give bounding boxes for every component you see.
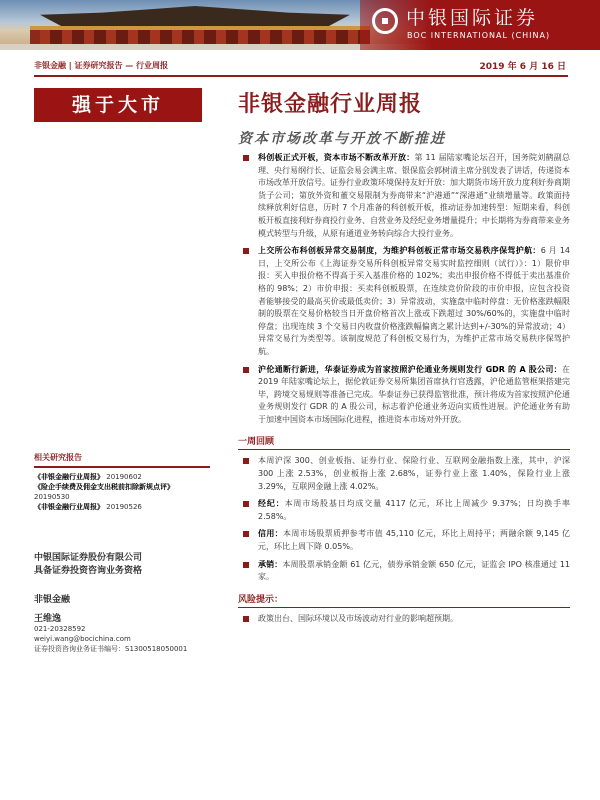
weekly-lead: 经纪： (258, 499, 285, 509)
bullet-icon (243, 458, 249, 464)
bullet-icon (243, 367, 249, 373)
risk-text: 政策出台、国际环境以及市场波动对行业的影响超预期。 (258, 613, 458, 623)
logo-english-name: BOC INTERNATIONAL (CHINA) (407, 31, 551, 40)
summary-paragraph (238, 364, 570, 427)
weekly-item (238, 455, 570, 493)
related-report[interactable] (34, 502, 210, 512)
weekly-lead: 承销： (258, 559, 283, 569)
paragraph-lead: 沪伦通断行新进，华泰证券成为首家按照沪伦通业务规则发行 GDR 的 A 股公司： (258, 364, 562, 374)
breadcrumb: 非银金融 | 证券研究报告 — 行业周报 (34, 61, 169, 70)
team-name: 非银金融 (34, 595, 71, 605)
bullet-icon (243, 616, 249, 622)
paragraph-text: 第 11 届陆家嘴论坛召开，国务院刘鹤副总理、央行易纲行长、证监会易会满主席、银保监会郭树清主席分别发表了讲话，传递资本市场改革开放信号。证券行业政策环境保持友好开放：加大期货市场开放力度利好券商期货子公司；第放外资和董交易限制为券商带来“沪港通”“深港通”业绩增量等。政策面持续释放利好信息，历时 7 个月准备的科创板开板，推动证券加速转型：短期来看，科创板开板直接利好券商投行业务、自营业务及经纪业务增量提升；中长期将为券商带来业务模式转型与升级，从原有通道业务转向综合大投行业务。 (258, 153, 570, 238)
bullet-icon (243, 501, 249, 507)
logo-name: 中银国际证券 (406, 7, 539, 29)
weekly-text: 本周沪深 300、创业板指、证券行业、保险行业、互联网金融指数上涨，其中，沪深 300 上涨 2.53%，创业板指上涨 2.68%，证券行业上涨 1.40%，保险行业上涨 3.29%，互联网金融上涨 4.02%。 (258, 456, 570, 491)
related-heading: 相关研究报告 (34, 452, 210, 468)
summary-paragraph (238, 245, 570, 358)
rating-badge: 强于大市 (34, 88, 202, 122)
firm-qualification: 具备证券投资咨询业务资格 (34, 566, 143, 576)
firm-info (34, 552, 210, 654)
related-report[interactable] (34, 482, 210, 502)
bullet-icon (243, 562, 249, 568)
related-report-date: 20190530 (34, 493, 70, 501)
related-report-date: 20190602 (106, 473, 142, 481)
weekly-item (238, 498, 570, 523)
main-content (238, 152, 570, 630)
weekly-text: 本周市场股基日均成交量 4117 亿元，环比上周减少 9.37%；日均换手率 2.58%。 (258, 499, 570, 521)
related-report[interactable] (34, 472, 210, 482)
weekly-review-heading: 一周回顾 (238, 432, 570, 450)
bullet-icon (243, 248, 249, 254)
paragraph-lead: 科创板正式开板，资本市场不断改革开放： (258, 153, 415, 162)
bullet-icon (243, 531, 249, 537)
analyst-email[interactable]: weiyi.wang@bocichina.com (34, 635, 131, 643)
risk-heading: 风险提示： (238, 590, 570, 608)
related-report-title: 《非银金融行业周报》 (34, 473, 104, 481)
analyst-phone: 021-20328592 (34, 625, 86, 633)
paragraph-text: 在 2019 年陆家嘴论坛上，据伦敦证券交易所集团首席执行官透露，沪伦通监管框架搭建完毕，跨境交易规则等准备已完成。华泰证券已获得监管批准，预计将成为首家按照沪伦通业务规则发行 GDR 的 A 股公司，标志着沪伦通业务迈向实质性进展。沪伦通业务有助于加速中国资本市场国际化进程，推进资本市场对外开放。 (258, 364, 570, 424)
paragraph-text: 6 月 14 日，上交所公布《上海证券交易所科创板异常交易实时监控细则（试行）》：1）限价申报：买入申报价格不得高于买入基准价格的 102%；卖出申报价格不得低于卖出基准价格的 98%；2）市价申报：买卖科创板股票，在连续竞价阶段的市价申报，应包含投资者能够接受的最高买价或最低卖价；3）异常波动，实施盘中临时停盘：无价格涨跌幅限制的股票在交易价格较当日开盘价格首次上涨或下跌超过 30%/60%的，实施盘中临时停盘；出现连续 3 个交易日内收盘价格涨跌幅偏离之累计达到+/-30%的异常波动；4）异常交易行为类型等。该制度规范了科创板交易行为，为维护正常市场交易秩序保驾护航。 (258, 246, 571, 356)
related-report-title: 《险企手续费及佣金支出税前扣除新规点评》 (34, 483, 174, 491)
header-divider (34, 75, 568, 77)
analyst-name: 王维逸 (34, 614, 62, 624)
bullet-icon (243, 155, 249, 161)
analyst-license: 证券投资咨询业务证书编号：S1300518050001 (34, 645, 188, 653)
report-subtitle: 资本市场改革与开放不断推进 (238, 131, 446, 147)
weekly-item (238, 559, 570, 584)
related-research (34, 452, 210, 512)
weekly-item (238, 528, 570, 553)
report-date: 2019 年 6 月 16 日 (479, 62, 566, 72)
report-title: 非银金融行业周报 (238, 91, 423, 117)
weekly-text: 本周市场股票质押参考市值 45,110 亿元，环比上周持平；两融余额 9,145 亿元，环比上周下降 0.05%。 (258, 529, 570, 552)
paragraph-lead: 上交所公布科创板异常交易制度，为维护科创板正常市场交易秩序保驾护航： (258, 246, 541, 256)
related-report-title: 《非银金融行业周报》 (34, 503, 104, 511)
summary-paragraph (238, 152, 570, 240)
weekly-text: 本周股票承销金额 61 亿元，债券承销金额 650 亿元，证监会 IPO 核准通过 11 家。 (258, 559, 570, 582)
header-banner (0, 0, 600, 50)
boc-logo-icon (372, 8, 398, 34)
firm-name: 中银国际证券股份有限公司 (34, 553, 143, 563)
weekly-lead: 信用： (258, 529, 283, 539)
logo (360, 0, 600, 50)
risk-item (238, 613, 570, 626)
related-report-date: 20190526 (106, 503, 142, 511)
